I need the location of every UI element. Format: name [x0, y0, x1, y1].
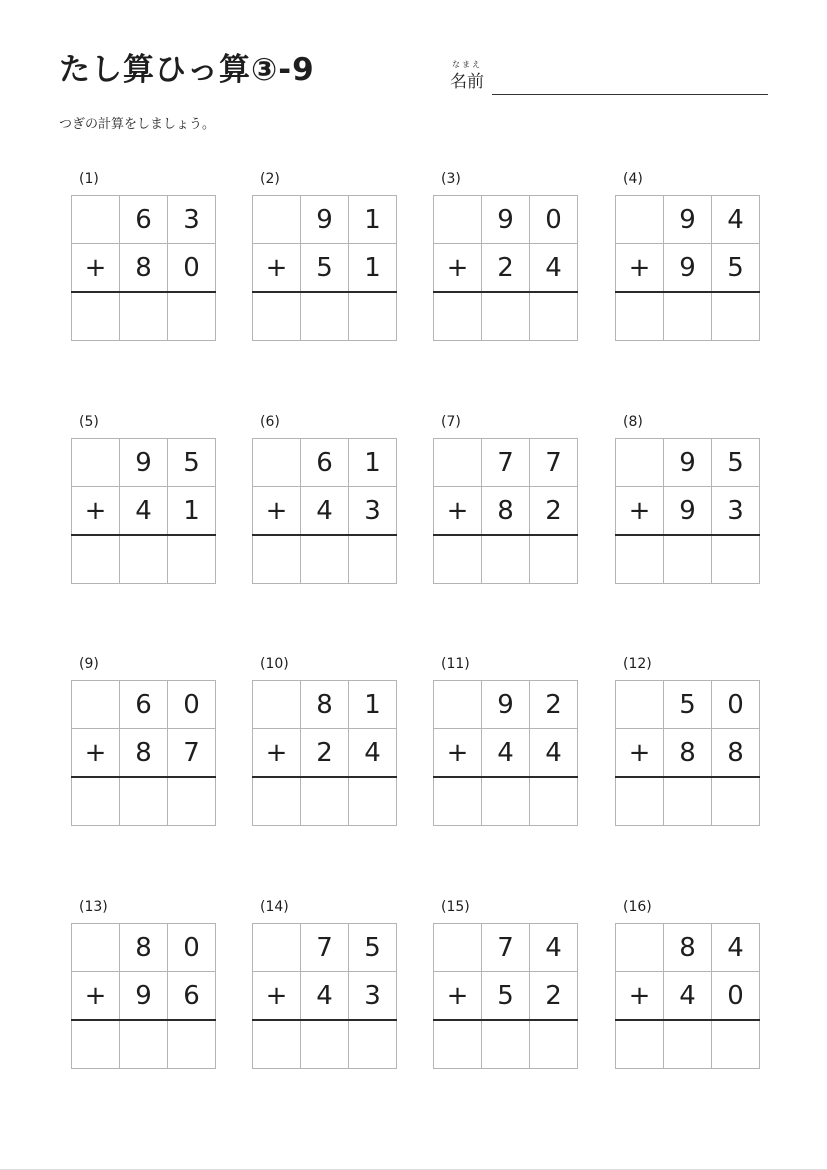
digit-cell: 5 — [349, 924, 397, 972]
answer-cell[interactable] — [434, 777, 482, 826]
digit-cell: 4 — [301, 972, 349, 1021]
problem-number: (4) — [623, 171, 643, 187]
addition-problem — [433, 898, 575, 1068]
addition-problem — [252, 898, 394, 1068]
second-addend-row — [434, 244, 578, 293]
problem-number: (12) — [623, 656, 652, 672]
first-addend-row — [72, 924, 216, 972]
answer-cell[interactable] — [482, 535, 530, 584]
column-addition-grid — [252, 923, 397, 1069]
problem-number: (14) — [260, 899, 289, 915]
addition-problem — [252, 655, 394, 825]
problem-number: (16) — [623, 899, 652, 915]
plus-sign: + — [616, 972, 664, 1021]
digit-cell: 9 — [482, 196, 530, 244]
column-addition-grid — [433, 438, 578, 584]
digit-cell: 4 — [301, 487, 349, 536]
digit-cell: 2 — [482, 244, 530, 293]
problem-number: (9) — [79, 656, 99, 672]
second-addend-row — [72, 972, 216, 1021]
plus-sign: + — [434, 487, 482, 536]
empty-cell — [253, 439, 301, 487]
digit-cell: 8 — [712, 729, 760, 778]
first-addend-row — [434, 196, 578, 244]
second-addend-row — [72, 487, 216, 536]
answer-cell[interactable] — [253, 535, 301, 584]
digit-cell: 8 — [120, 924, 168, 972]
answer-cell[interactable] — [434, 292, 482, 341]
digit-cell: 2 — [530, 972, 578, 1021]
answer-cell[interactable] — [72, 777, 120, 826]
addition-problem — [433, 655, 575, 825]
empty-cell — [253, 681, 301, 729]
digit-cell: 4 — [530, 729, 578, 778]
answer-cell[interactable] — [72, 535, 120, 584]
digit-cell: 1 — [349, 196, 397, 244]
digit-cell: 2 — [530, 681, 578, 729]
problem-number: (3) — [441, 171, 461, 187]
digit-cell: 0 — [168, 244, 216, 293]
answer-cell[interactable] — [253, 292, 301, 341]
name-write-line[interactable] — [492, 94, 768, 95]
digit-cell: 6 — [120, 681, 168, 729]
digit-cell: 7 — [168, 729, 216, 778]
digit-cell: 5 — [712, 439, 760, 487]
empty-cell — [434, 196, 482, 244]
digit-cell: 4 — [664, 972, 712, 1021]
answer-cell[interactable] — [616, 777, 664, 826]
answer-cell[interactable] — [530, 292, 578, 341]
answer-row — [253, 535, 397, 584]
answer-cell[interactable] — [301, 292, 349, 341]
answer-cell[interactable] — [120, 292, 168, 341]
answer-cell[interactable] — [120, 777, 168, 826]
empty-cell — [72, 196, 120, 244]
plus-sign: + — [253, 972, 301, 1021]
digit-cell: 9 — [120, 439, 168, 487]
empty-cell — [434, 439, 482, 487]
answer-cell[interactable] — [712, 535, 760, 584]
plus-sign: + — [253, 487, 301, 536]
answer-row — [616, 292, 760, 341]
answer-cell[interactable] — [168, 535, 216, 584]
digit-cell: 9 — [664, 196, 712, 244]
answer-row — [253, 777, 397, 826]
answer-cell[interactable] — [349, 1020, 397, 1069]
digit-cell: 5 — [664, 681, 712, 729]
answer-cell[interactable] — [434, 1020, 482, 1069]
answer-cell[interactable] — [712, 1020, 760, 1069]
problem-number: (15) — [441, 899, 470, 915]
digit-cell: 4 — [530, 244, 578, 293]
digit-cell: 5 — [168, 439, 216, 487]
addition-problem — [433, 413, 575, 583]
second-addend-row — [434, 972, 578, 1021]
answer-cell[interactable] — [349, 777, 397, 826]
answer-cell[interactable] — [120, 1020, 168, 1069]
column-addition-grid — [71, 923, 216, 1069]
plus-sign: + — [72, 729, 120, 778]
answer-cell[interactable] — [616, 292, 664, 341]
digit-cell: 6 — [168, 972, 216, 1021]
answer-row — [616, 777, 760, 826]
problem-number: (10) — [260, 656, 289, 672]
digit-cell: 9 — [120, 972, 168, 1021]
addition-problem — [71, 170, 213, 340]
answer-row — [72, 292, 216, 341]
problem-number: (13) — [79, 899, 108, 915]
digit-cell: 5 — [482, 972, 530, 1021]
second-addend-row — [434, 487, 578, 536]
problem-number: (2) — [260, 171, 280, 187]
digit-cell: 9 — [664, 439, 712, 487]
digit-cell: 7 — [301, 924, 349, 972]
answer-row — [434, 777, 578, 826]
first-addend-row — [72, 439, 216, 487]
first-addend-row — [253, 924, 397, 972]
column-addition-grid — [71, 438, 216, 584]
digit-cell: 7 — [482, 924, 530, 972]
digit-cell: 8 — [664, 729, 712, 778]
digit-cell: 4 — [349, 729, 397, 778]
problem-number: (11) — [441, 656, 470, 672]
column-addition-grid — [615, 195, 760, 341]
empty-cell — [72, 681, 120, 729]
column-addition-grid — [252, 195, 397, 341]
empty-cell — [616, 681, 664, 729]
digit-cell: 8 — [301, 681, 349, 729]
second-addend-row — [616, 244, 760, 293]
digit-cell: 7 — [482, 439, 530, 487]
digit-cell: 1 — [349, 681, 397, 729]
digit-cell: 7 — [530, 439, 578, 487]
plus-sign: + — [434, 972, 482, 1021]
problem-number: (5) — [79, 414, 99, 430]
answer-cell[interactable] — [72, 292, 120, 341]
answer-row — [434, 292, 578, 341]
answer-cell[interactable] — [530, 777, 578, 826]
answer-cell[interactable] — [72, 1020, 120, 1069]
first-addend-row — [253, 439, 397, 487]
answer-cell[interactable] — [482, 1020, 530, 1069]
digit-cell: 5 — [301, 244, 349, 293]
digit-cell: 4 — [120, 487, 168, 536]
answer-cell[interactable] — [301, 535, 349, 584]
answer-cell[interactable] — [616, 535, 664, 584]
first-addend-row — [616, 196, 760, 244]
digit-cell: 3 — [349, 487, 397, 536]
addition-problem — [615, 413, 757, 583]
column-addition-grid — [252, 680, 397, 826]
answer-cell[interactable] — [349, 292, 397, 341]
second-addend-row — [253, 244, 397, 293]
digit-cell: 1 — [349, 439, 397, 487]
first-addend-row — [72, 196, 216, 244]
answer-cell[interactable] — [664, 777, 712, 826]
digit-cell: 3 — [349, 972, 397, 1021]
answer-cell[interactable] — [168, 777, 216, 826]
digit-cell: 8 — [120, 244, 168, 293]
digit-cell: 9 — [664, 244, 712, 293]
answer-cell[interactable] — [482, 777, 530, 826]
digit-cell: 5 — [712, 244, 760, 293]
addition-problem — [71, 898, 213, 1068]
answer-cell[interactable] — [616, 1020, 664, 1069]
column-addition-grid — [615, 438, 760, 584]
digit-cell: 1 — [168, 487, 216, 536]
first-addend-row — [253, 196, 397, 244]
column-addition-grid — [615, 680, 760, 826]
column-addition-grid — [615, 923, 760, 1069]
answer-cell[interactable] — [712, 777, 760, 826]
answer-row — [253, 292, 397, 341]
answer-row — [72, 777, 216, 826]
second-addend-row — [253, 729, 397, 778]
answer-cell[interactable] — [349, 535, 397, 584]
plus-sign: + — [72, 487, 120, 536]
instruction-text: つぎの計算をしましょう。 — [59, 117, 216, 132]
column-addition-grid — [433, 680, 578, 826]
answer-row — [72, 535, 216, 584]
digit-cell: 0 — [530, 196, 578, 244]
plus-sign: + — [434, 244, 482, 293]
name-label: 名前 — [450, 72, 484, 92]
digit-cell: 6 — [301, 439, 349, 487]
column-addition-grid — [252, 438, 397, 584]
column-addition-grid — [71, 680, 216, 826]
addition-problem — [71, 655, 213, 825]
answer-cell[interactable] — [530, 1020, 578, 1069]
second-addend-row — [72, 729, 216, 778]
addition-problem — [615, 898, 757, 1068]
digit-cell: 9 — [301, 196, 349, 244]
addition-problem — [252, 170, 394, 340]
second-addend-row — [253, 972, 397, 1021]
second-addend-row — [72, 244, 216, 293]
digit-cell: 0 — [168, 681, 216, 729]
name-ruby: なまえ — [452, 60, 482, 69]
problem-number: (6) — [260, 414, 280, 430]
name-field[interactable] — [450, 60, 768, 96]
empty-cell — [72, 439, 120, 487]
digit-cell: 2 — [530, 487, 578, 536]
digit-cell: 0 — [712, 972, 760, 1021]
first-addend-row — [253, 681, 397, 729]
second-addend-row — [253, 487, 397, 536]
problem-number: (7) — [441, 414, 461, 430]
column-addition-grid — [433, 195, 578, 341]
digit-cell: 9 — [664, 487, 712, 536]
answer-row — [616, 535, 760, 584]
column-addition-grid — [433, 923, 578, 1069]
digit-cell: 3 — [712, 487, 760, 536]
empty-cell — [72, 924, 120, 972]
plus-sign: + — [616, 244, 664, 293]
empty-cell — [253, 924, 301, 972]
answer-row — [253, 1020, 397, 1069]
first-addend-row — [434, 439, 578, 487]
empty-cell — [434, 924, 482, 972]
addition-problem — [71, 413, 213, 583]
empty-cell — [434, 681, 482, 729]
answer-cell[interactable] — [664, 535, 712, 584]
first-addend-row — [616, 439, 760, 487]
plus-sign: + — [616, 487, 664, 536]
digit-cell: 4 — [482, 729, 530, 778]
second-addend-row — [616, 487, 760, 536]
first-addend-row — [616, 681, 760, 729]
answer-cell[interactable] — [664, 1020, 712, 1069]
answer-cell[interactable] — [253, 1020, 301, 1069]
answer-cell[interactable] — [530, 535, 578, 584]
addition-problem — [615, 655, 757, 825]
worksheet-title: たし算ひっ算③-9 — [59, 52, 315, 88]
digit-cell: 4 — [712, 924, 760, 972]
addition-problem — [252, 413, 394, 583]
addition-problem — [433, 170, 575, 340]
digit-cell: 1 — [349, 244, 397, 293]
first-addend-row — [434, 924, 578, 972]
empty-cell — [616, 439, 664, 487]
answer-row — [434, 1020, 578, 1069]
digit-cell: 3 — [168, 196, 216, 244]
digit-cell: 0 — [712, 681, 760, 729]
addition-problem — [615, 170, 757, 340]
empty-cell — [253, 196, 301, 244]
answer-row — [72, 1020, 216, 1069]
plus-sign: + — [616, 729, 664, 778]
answer-cell[interactable] — [712, 292, 760, 341]
first-addend-row — [434, 681, 578, 729]
digit-cell: 9 — [482, 681, 530, 729]
plus-sign: + — [72, 972, 120, 1021]
second-addend-row — [616, 972, 760, 1021]
column-addition-grid — [71, 195, 216, 341]
answer-cell[interactable] — [664, 292, 712, 341]
answer-cell[interactable] — [301, 1020, 349, 1069]
problem-number: (8) — [623, 414, 643, 430]
digit-cell: 2 — [301, 729, 349, 778]
empty-cell — [616, 196, 664, 244]
answer-cell[interactable] — [168, 1020, 216, 1069]
plus-sign: + — [434, 729, 482, 778]
answer-cell[interactable] — [120, 535, 168, 584]
first-addend-row — [72, 681, 216, 729]
first-addend-row — [616, 924, 760, 972]
answer-cell[interactable] — [168, 292, 216, 341]
empty-cell — [616, 924, 664, 972]
digit-cell: 6 — [120, 196, 168, 244]
plus-sign: + — [253, 729, 301, 778]
digit-cell: 4 — [530, 924, 578, 972]
plus-sign: + — [253, 244, 301, 293]
digit-cell: 8 — [664, 924, 712, 972]
second-addend-row — [616, 729, 760, 778]
answer-row — [616, 1020, 760, 1069]
digit-cell: 8 — [482, 487, 530, 536]
problem-number: (1) — [79, 171, 99, 187]
answer-cell[interactable] — [434, 535, 482, 584]
digit-cell: 4 — [712, 196, 760, 244]
answer-row — [434, 535, 578, 584]
answer-cell[interactable] — [253, 777, 301, 826]
plus-sign: + — [72, 244, 120, 293]
digit-cell: 0 — [168, 924, 216, 972]
second-addend-row — [434, 729, 578, 778]
answer-cell[interactable] — [301, 777, 349, 826]
answer-cell[interactable] — [482, 292, 530, 341]
digit-cell: 8 — [120, 729, 168, 778]
